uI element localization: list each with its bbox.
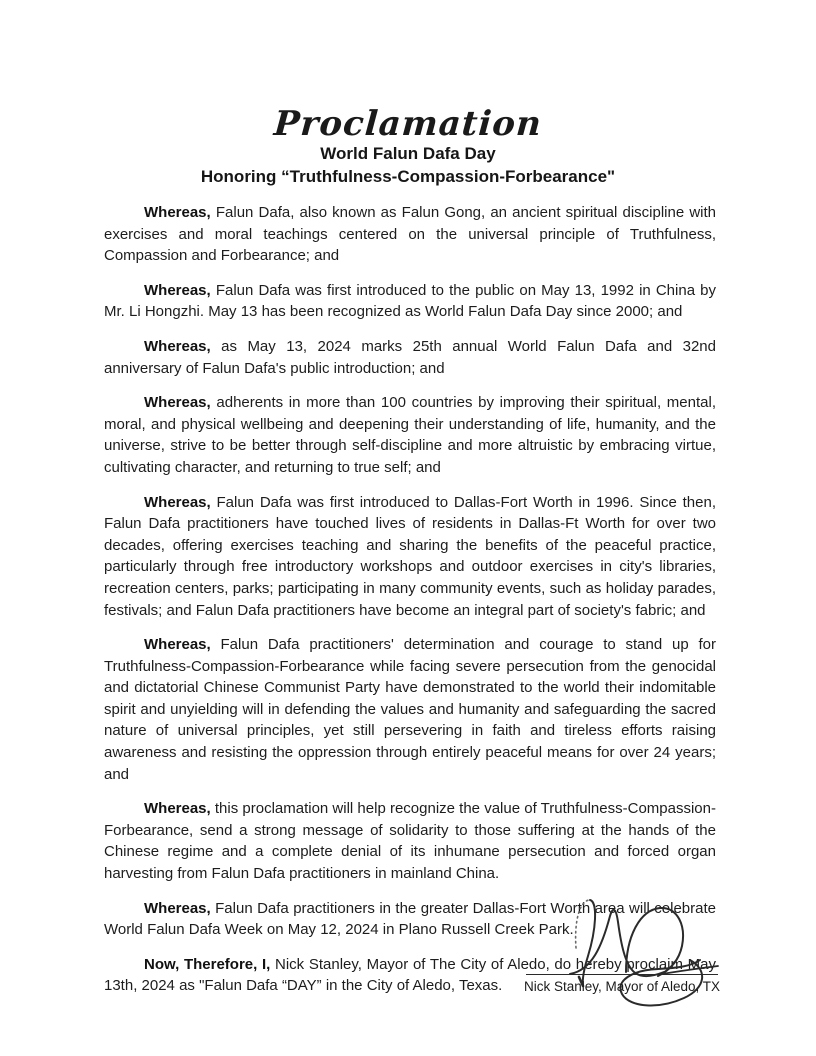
whereas-paragraph-7 [104,798,716,884]
paragraph-text: adherents in more than 100 countries by improving their spiritual, mental, moral, and physical wellbeing and deepening their understanding of life, humanity, and the universe, strive to be better through self-discipline and more altruistic by embracing virtue, cultivating character, and returning to true self; and [104,394,716,476]
whereas-paragraph-3 [104,336,716,379]
paragraph-text: Falun Dafa, also known as Falun Gong, an ancient spiritual discipline with exercises and moral teachings centered on the universal principle of Truthfulness, Compassion and Forbearance; and [104,204,717,265]
paragraph-text: this proclamation will help recognize the value of Truthfulness-Compassion-Forbearance, send a strong message of solidarity to those suffering at the hands of the Chinese regime and a complete denial of its inhumane persecution and forced organ harvesting from Falun Dafa practitioners in mainland China. [104,800,716,883]
now-therefore-lead: Now, Therefore, I, [144,955,271,973]
whereas-paragraph-5 [104,492,716,622]
whereas-paragraph-6 [104,634,716,785]
whereas-lead: Whereas, [144,800,211,818]
signature-block [518,886,723,1026]
whereas-lead: Whereas, [144,394,211,412]
whereas-lead: Whereas, [144,281,211,299]
subtitle-line-1: World Falun Dafa Day [320,144,496,163]
whereas-paragraph-4 [104,392,716,478]
paragraph-text: Nick Stanley, Mayor of The City of Aledo, do hereby proclaim May 13th, 2024 as "Falun Dafa “DAY” in the City of Aledo, Texas. [104,955,717,995]
whereas-lead: Whereas, [144,899,211,917]
whereas-paragraph-1 [104,202,716,267]
title-block [0,0,816,188]
whereas-lead: Whereas, [144,204,211,221]
whereas-paragraph-2 [104,280,716,323]
whereas-lead: Whereas, [144,337,211,355]
paragraph-text: Falun Dafa was first introduced to Dallas-Fort Worth in 1996. Since then, Falun Dafa practitioners have touched lives of residents in Dallas-Ft Worth for over two decades, offering exercises teaching and sharing the benefits of the peaceful practice, particularly through free introductory workshops and outdoor exercises in city's libraries, recreation centers, parks; participating in many community events, such as holiday parades, festivals; and Falun Dafa practitioners have become an integral part of society's fabric; and [104,493,716,619]
paragraph-text: Falun Dafa practitioners in the greater Dallas-Fort Worth area will celebrate World Falun Dafa Week on May 12, 2024 in Plano Russell Creek Park. [104,899,716,939]
paragraph-text: as May 13, 2024 marks 25th annual World Falun Dafa and 32nd anniversary of Falun Dafa's public introduction; and [104,337,716,377]
subtitle-line-2: Honoring “Truthfulness-Compassion-Forbearance" [200,167,616,186]
signature-name: Nick Stanley, Mayor of Aledo, TX [523,979,721,994]
signature-line [526,974,718,975]
page-title: Proclamation [272,104,544,144]
whereas-lead: Whereas, [144,493,211,511]
proclamation-body [104,202,716,997]
whereas-lead: Whereas, [144,636,211,654]
paragraph-text: Falun Dafa practitioners' determination and courage to stand up for Truthfulness-Compassion-Forbearance while facing severe persecution from the genocidal and dictatorial Chinese Communist Party have demonstrated to the world their indomitable spirit and unyielding will in defending the values and humanity and safeguarding the sacred nature of universal principles, yet still persevering in faith and tireless efforts raising awareness and resisting the oppression through entirely peaceful means for over 24 years; and [104,636,717,783]
paragraph-text: Falun Dafa was first introduced to the public on May 13, 1992 in China by Mr. Li Hongzhi. May 13 has been recognized as World Falun Dafa Day since 2000; and [104,281,716,321]
